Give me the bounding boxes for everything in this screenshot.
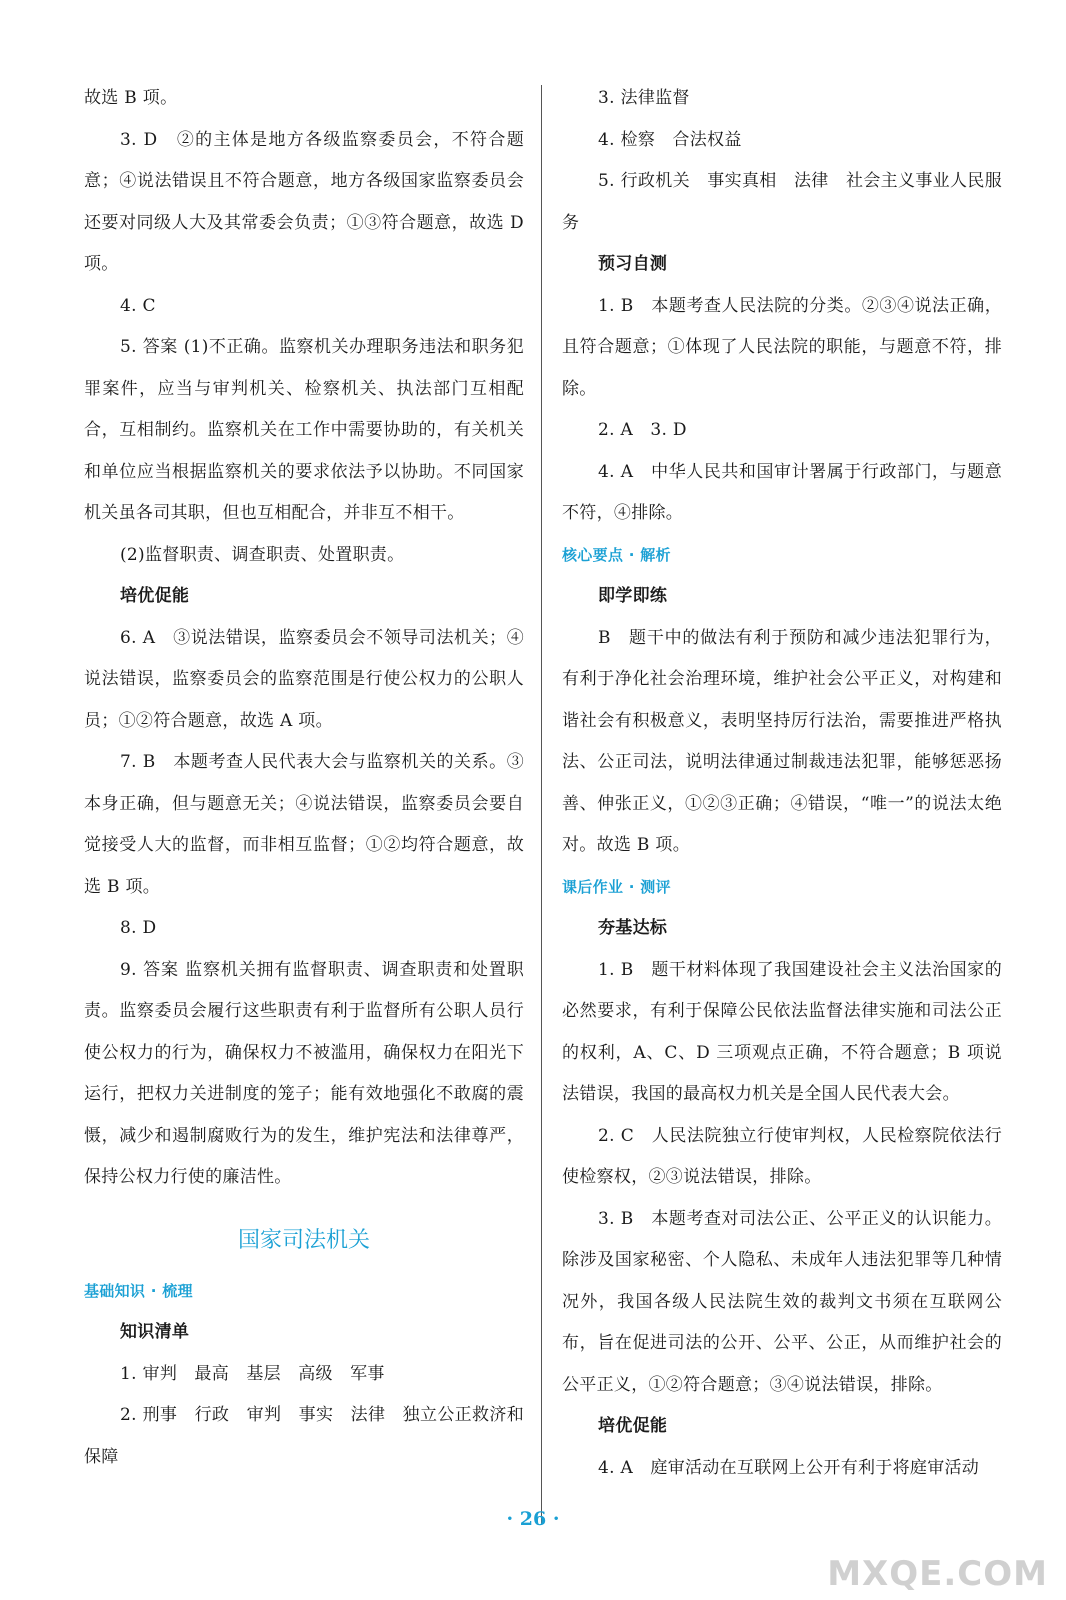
subheading-peiyou: 培优促能 [120, 586, 190, 606]
preview-answer-1: 1. B 本题考查人民法院的分类。②③④说法正确，且符合题意；①体现了人民法院的职能，与题意不符，排除。 [562, 295, 1002, 399]
answer-4: 4. C [120, 295, 156, 316]
answer-5-part2: (2)监督职责、调查职责、处置职责。 [120, 544, 405, 565]
subheading-knowledge-list: 知识清单 [120, 1322, 190, 1342]
answer-9: 9. 答案 监察机关拥有监督职责、调查职责和处置职责。监察委员会履行这些职责有利于监督所有公职人员行使公权力的行为，确保权力不被滥用，确保权力在阳光下运行，把权力关进制度的笼子；能有效地强化不敢腐的震慑，减少和遏制腐败行为的发生，维护宪法和法律尊严，保持公权力行使的廉洁性。 [84, 959, 524, 1187]
preview-answer-2-3: 2. A 3. D [598, 420, 687, 440]
knowledge-item-3: 3. 法律监督 [598, 88, 690, 108]
knowledge-item-1: 1. 审判 最高 基层 高级 军事 [120, 1363, 385, 1384]
left-column [84, 78, 524, 1478]
homework-answer-1: 1. B 题干材料体现了我国建设社会主义法治国家的必然要求，有利于保障公民依法监督法律实施和司法公正的权利，A、C、D 三项观点正确，不符合题意；B 项说法错误，我国的最高权力机关是全国人民代表大会。 [562, 959, 1002, 1104]
subheading-preview-test: 预习自测 [598, 254, 668, 274]
homework-answer-2: 2. C 人民法院独立行使审判权，人民检察院依法行使检察权，②③说法错误，排除。 [562, 1125, 1002, 1187]
chapter-title: 国家司法机关 [237, 1227, 370, 1253]
right-column [562, 78, 1002, 1489]
knowledge-item-5: 5. 行政机关 事实真相 法律 社会主义事业人民服务 [562, 171, 1002, 233]
column-divider [541, 85, 542, 1525]
section-heading-core: 核心要点 · 解析 [562, 545, 671, 564]
answer-3: 3. D ②的主体是地方各级监察委员会，不符合题意；④说法错误且不符合题意，地方各级国家监察委员会还要对同级人大及其常委会负责；①③符合题意，故选 D 项。 [84, 129, 524, 274]
subheading-practice: 即学即练 [598, 586, 668, 606]
knowledge-item-2: 2. 刑事 行政 审判 事实 法律 独立公正救济和保障 [84, 1405, 524, 1467]
watermark-logo: MXQE.COM [827, 1554, 1048, 1594]
page-number: · 26 · [506, 1508, 560, 1530]
answer-line: 故选 B 项。 [84, 88, 178, 108]
knowledge-item-4: 4. 检察 合法权益 [598, 129, 742, 150]
answer-7: 7. B 本题考查人民代表大会与监察机关的关系。③本身正确，但与题意无关；④说法错误，监察委员会要自觉接受人大的监督，而非相互监督；①②均符合题意，故选 B 项。 [84, 752, 524, 897]
answer-8: 8. D [120, 918, 157, 938]
answer-5: 5. 答案 (1)不正确。监察机关办理职务违法和职务犯罪案件，应当与审判机关、检察机关、执法部门互相配合，互相制约。监察机关在工作中需要协助的，有关机关和单位应当根据监察机关的要求依法予以协助。不同国家机关虽各司其职，但也互相配合，并非互不相干。 [84, 337, 524, 523]
preview-answer-4: 4. A 中华人民共和国审计署属于行政部门，与题意不符，④排除。 [562, 461, 1002, 523]
section-heading-homework: 课后作业 · 测评 [562, 877, 671, 896]
practice-answer: B 题干中的做法有利于预防和减少违法犯罪行为，有利于净化社会治理环境，维护社会公平正义，对构建和谐社会有积极意义，表明坚持厉行法治，需要推进严格执法、公正司法，说明法律通过制裁违法犯罪，能够惩恶扬善、伸张正义，①②③正确；④错误，“唯一”的说法太绝对。故选 B 项。 [562, 627, 1002, 855]
homework-answer-4: 4. A 庭审活动在互联网上公开有利于将庭审活动 [598, 1457, 980, 1478]
subheading-advanced: 培优促能 [598, 1416, 668, 1436]
answer-6: 6. A ③说法错误，监察委员会不领导司法机关；④说法错误，监察委员会的监察范围是行使公权力的公职人员；①②符合题意，故选 A 项。 [84, 627, 524, 731]
subheading-foundation: 夯基达标 [598, 918, 668, 938]
homework-answer-3: 3. B 本题考查对司法公正、公平正义的认识能力。除涉及国家秘密、个人隐私、未成年人违法犯罪等几种情况外，我国各级人民法院生效的裁判文书须在互联网公布，旨在促进司法的公开、公平、公正，从而维护社会的公平正义，①②符合题意；③④说法错误，排除。 [562, 1208, 1002, 1395]
section-heading-basics: 基础知识 · 梳理 [84, 1281, 193, 1300]
